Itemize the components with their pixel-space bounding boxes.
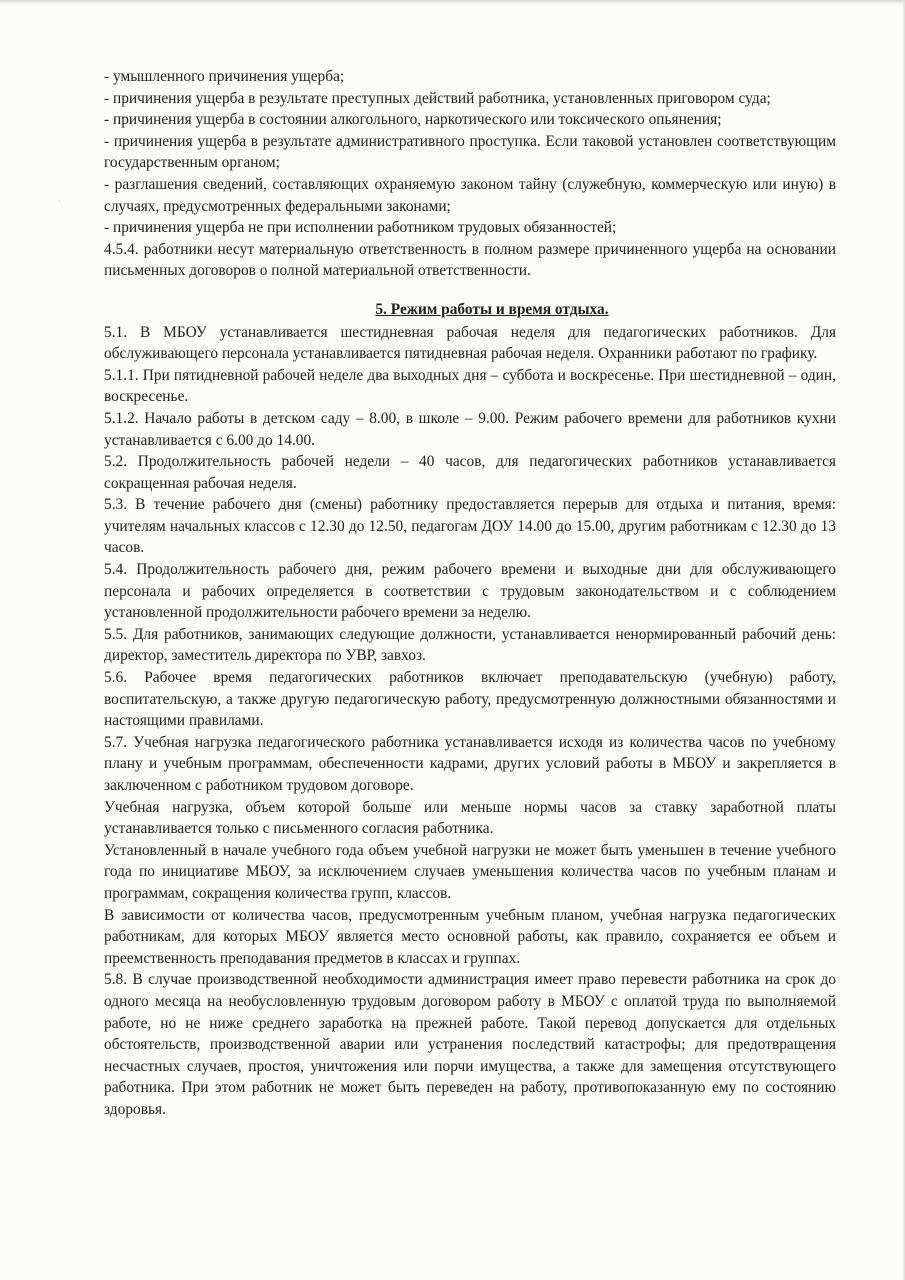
intro-item-4: - причинения ущерба в результате административного проступка. Если таковой установлен соответствующим государственным органом; xyxy=(104,132,836,172)
clause-5-6: 5.6. Рабочее время педагогических работников включает преподавательскую (учебную) работу, воспитательскую, а также другую педагогическую работу, предусмотренную должностными обязанностями и настоящими правилами. xyxy=(104,669,836,730)
clause-5-1: 5.1. В МБОУ устанавливается шестидневная рабочая неделя для педагогических работников. Для обслуживающего персонала устанавливается пятидневная рабочая неделя. Охранники работают по графику. xyxy=(104,323,836,363)
clause-5-5: 5.5. Для работников, занимающих следующие должности, устанавливается ненормированный рабочий день: директор, заместитель директора по УВР, завхоз. xyxy=(104,625,836,665)
intro-item-5: - разглашения сведений, составляющих охраняемую законом тайну (служебную, коммерческую или иную) в случаях, предусмотренных федеральными законами; xyxy=(104,175,836,215)
clause-5-1-1: 5.1.1. При пятидневной рабочей неделе два выходных дня – суббота и воскресенье. При шестидневной – один, воскресенье. xyxy=(104,366,836,406)
clause-5-8: 5.8. В случае производственной необходимости администрация имеет право перевести работника на срок до одного месяца на необусловленную трудовым договором работу в МБОУ с оплатой труда по выполняемой работе, но не ниже среднего заработка на прежней работе. Такой перевод допускается для отдельных обстоятельств, производственной аварии или устранения последствий катастрофы; для предотвращения несчастных случаев, простоя, уничтожения или порчи имущества, а также для замещения отсутствующего работника. При этом работник не может быть переведен на работу, противопоказанную ему по состоянию здоровья. xyxy=(104,971,836,1118)
clause-5-7-workload-consent: Учебная нагрузка, объем которой больше или меньше нормы часов за ставку заработной платы устанавливается только с письменного согласия работника. xyxy=(104,798,836,838)
intro-item-2: - причинения ущерба в результате преступных действий работника, установленных приговором суда; xyxy=(104,89,771,107)
intro-item-1: - умышленного причинения ущерба; xyxy=(104,68,345,85)
clause-5-1-2: 5.1.2. Начало работы в детском саду – 8.00, в школе – 9.00. Режим рабочего времени для работников кухни устанавливается с 6.00 до 14.00. xyxy=(104,409,836,449)
clause-5-2: 5.2. Продолжительность рабочей недели – 40 часов, для педагогических работников устанавливается сокращенная рабочая неделя. xyxy=(104,453,836,492)
document-body xyxy=(104,66,836,1121)
scan-edge-top xyxy=(0,0,905,4)
intro-item-3: - причинения ущерба в состоянии алкогольного, наркотического или токсического опьянения; xyxy=(104,111,722,129)
clause-5-7-workload-continuity: В зависимости от количества часов, предусмотренным учебным планом, учебная нагрузка педагогических работникам, для которых МБОУ является место основной работы, как правило, сохраняется ее объем и преемственность преподавания предметов в классах и группах. xyxy=(104,906,836,967)
clause-5-7-workload-reduction: Установленный в начале учебного года объем учебной нагрузки не может быть уменьшен в течение учебного года по инициативе МБОУ, за исключением случаев уменьшения количества часов по учебным планам и программам, сокращения количества групп, классов. xyxy=(104,841,836,902)
section-title: 5. Режим работы и время отдыха. xyxy=(375,300,609,318)
clause-5-4: 5.4. Продолжительность рабочего дня, режим рабочего времени и выходные дни для обслуживающего персонала и рабочих определяется в соответствии с трудовым законодательством и с соблюдением установленной продолжительности рабочего времени за неделю. xyxy=(104,561,836,622)
clause-4-5-4: 4.5.4. работники несут материальную ответственность в полном размере причиненного ущерба на основании письменных договоров о полной материальной ответственности. xyxy=(104,240,836,280)
clause-5-7: 5.7. Учебная нагрузка педагогического работника устанавливается исходя из количества часов по учебному плану и учебным программам, обеспеченности кадрами, других условий работы в МБОУ и закрепляется в заключенном с работником трудовом договоре. xyxy=(104,733,836,794)
intro-item-6: - причинения ущерба не при исполнении работником трудовых обязанностей; xyxy=(104,219,617,237)
clause-5-3: 5.3. В течение рабочего дня (смены) работнику предоставляется перерыв для отдыха и питания, время: учителям начальных классов с 12.30 до 12.50, педагогам ДОУ 14.00 до 15.00, другим работникам с 12.30 до 13 часов. xyxy=(104,496,836,557)
margin-speck: · xyxy=(58,197,61,206)
